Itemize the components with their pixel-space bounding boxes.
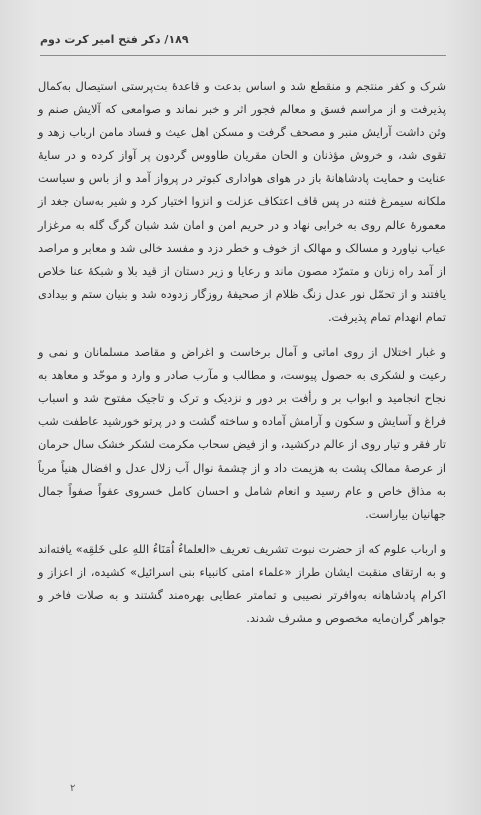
paragraph-3: و ارباب علوم که از حضرت نبوت تشریف تعریف «العلماءُ اُمَنَاءُ اللهِ علی خَلقِه» یافته‌اند و به ارتقای منقبت ایشان طراز «علماء امتی کانبیاء بنی اسرائیل» کشیده، از اعزاز و اکرام پادشاهانه به‌وافرتر نصیبی و تمامتر عطایی بهره‌مند گشتند و به صلات فاخر و جواهر گران‌مایه مخصوص و مشرف شدند.: [38, 541, 446, 626]
page-body: [38, 75, 446, 630]
page-header: [40, 33, 446, 53]
paragraph-2: و غبار اختلال از روی اماتی و آمال برخاست و اغراض و مقاصد مسلمانان و نمی و رعیت و لشکری به حصول پیوست، و مطالب و مآرب صادر و وارد و موحّد و معاهد به نجاح انجامید و ابواب بر و رأفت بر دور و نزدیک و ترک و تاجیک مفتوح شد و اسباب فراغ و آسایش و سکون و آرامش آماده و ساخته گشت و در پرتو خورشید عاطفت شب تار فقر و تیار روی از عالم درکشید، و از فیض سحاب مکرمت لشکر خشک سال حرمان از عرصۀ ممالک پشت به هزیمت داد و از چشمۀ نوال آب زلال عدل و افضال هنیاً مریاً به مذاق خاص و عام رسید و انعام شامل و احسان کامل خسروی عفواً صفواً جمال جهانیان بیاراست.: [37, 345, 446, 521]
running-header-title: ۱۸۹/ دکر فتح امیر کرت دوم: [40, 33, 189, 46]
paragraph-1: شرک و کفر منتجم و منقطع شد و اساس بدعت و قاعدۀ بت‌پرستی استیصال به‌کمال پذیرفت و از مراسم فسق و معالم فجور اثر و خبر نماند و صوامعی که آلایش صنم و وثن داشت آرایش منبر و مصحف گرفت و مسکن اهل عیث و فساد مامن ارباب زهد و تقوی شد، و خروش مؤذنان و الحان مقریان طاووس گردون پر آواز کرده و در سایۀ عنایت و حمایت پادشاهانۀ باز در هوای هواداری کبوتر در پرواز آمد و از باس و سیاست ملکانه سیمرغ فتنه در پس قاف اعتکاف عزلت و انزوا اختیار کرد و شیر به‌سان جغد از معمورۀ عالم روی به خرابی نهاد و در حریم امن و امان شد شبان گرگ گله به مرغزار عیاب نیاورد و مسالک و مهالک از خوف و خطر دزد و مفسد خالی شد و معابر و مراصد از آمد راه زنان و متمرّد مصون ماند و رعایا و زیر دستان از قید بلا و شبکۀ عنا خلاص یافتند و از تحمّل نور عدل زنگ ظلام از صحیفۀ روزگار زدوده شد و بنیان ستم و بیدادی تمام انهدام تمام پذیرفت.: [38, 79, 446, 324]
page-number: ۲: [70, 783, 76, 794]
header-divider: [40, 55, 446, 56]
